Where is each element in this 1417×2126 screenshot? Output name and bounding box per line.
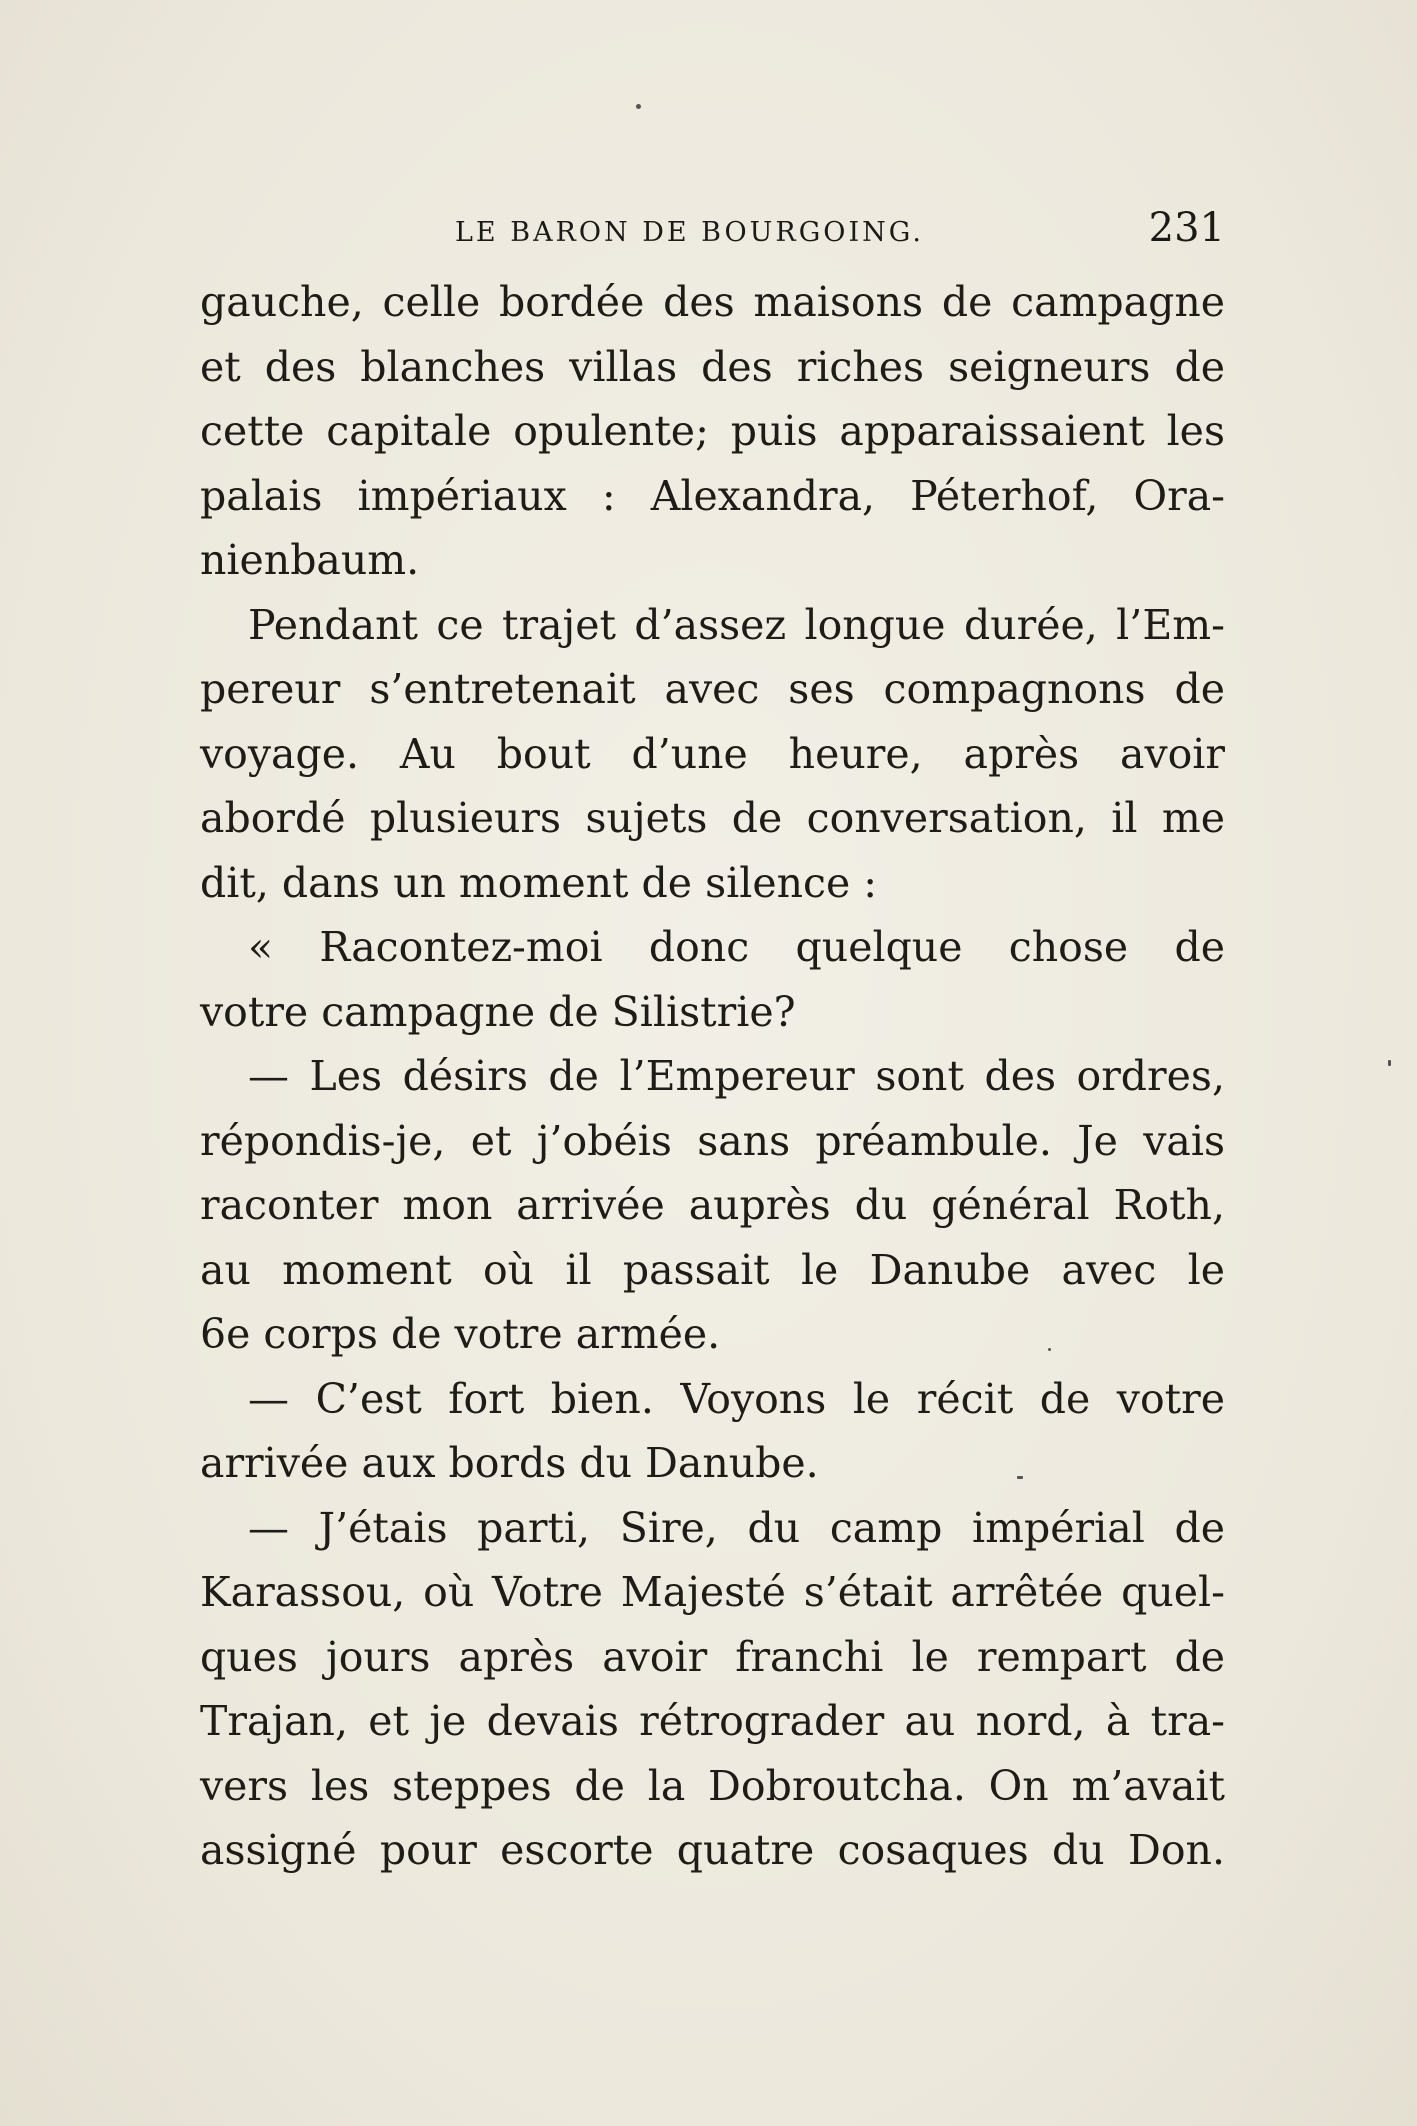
text-line: cette capitale opulente; puis apparaissaient les — [200, 407, 1225, 455]
text-line: Trajan, et je devais rétrograder au nord, à tra- — [200, 1697, 1225, 1745]
text-line: raconter mon arrivée auprès du général Roth, — [200, 1181, 1225, 1229]
text-line: gauche, celle bordée des maisons de campagne — [200, 278, 1225, 326]
text-line: vers les steppes de la Dobroutcha. On m’avait — [200, 1761, 1225, 1810]
text-line: — Les désirs de l’Empereur sont des ordres, — [248, 1052, 1225, 1100]
text-line: assigné pour escorte quatre cosaques du Don. — [200, 1826, 1225, 1874]
text-line: votre campagne de Silistrie? — [200, 987, 796, 1036]
text-line: — C’est fort bien. Voyons le récit de votre — [248, 1374, 1225, 1423]
text-line: pereur s’entretenait avec ses compagnons de — [200, 665, 1225, 713]
text-line: palais impériaux : Alexandra, Péterhof, Ora- — [200, 471, 1225, 520]
text-line: au moment où il passait le Danube avec le — [200, 1245, 1225, 1294]
text-line: Karassou, où Votre Majesté s’était arrêtée quel- — [200, 1568, 1225, 1616]
text-line: nienbaum. — [200, 536, 420, 584]
text-line: abordé plusieurs sujets de conversation, il me — [200, 794, 1225, 842]
running-head — [200, 205, 1225, 255]
paper-speck — [1048, 1348, 1051, 1351]
text-line: Pendant ce trajet d’assez longue durée, l’Em- — [248, 600, 1225, 649]
text-line: 6e corps de votre armée. — [200, 1310, 721, 1358]
body-text — [200, 270, 1225, 1883]
text-line: arrivée aux bords du Danube. — [200, 1439, 819, 1487]
paper-speck — [1017, 1476, 1023, 1479]
text-line: « Racontez-moi donc quelque chose de — [248, 923, 1225, 971]
running-title: LE BARON DE BOURGOING. — [455, 217, 924, 248]
text-line: — J’étais parti, Sire, du camp impérial de — [248, 1503, 1225, 1552]
paper-speck — [1388, 1060, 1391, 1066]
paper-speck — [636, 104, 641, 109]
page-number: 231 — [1148, 205, 1225, 251]
text-line: et des blanches villas des riches seigneurs de — [200, 342, 1225, 391]
text-line: voyage. Au bout d’une heure, après avoir — [200, 729, 1225, 778]
text-line: ques jours après avoir franchi le rempart de — [200, 1632, 1225, 1681]
text-line: dit, dans un moment de silence : — [200, 858, 878, 907]
text-line: répondis-je, et j’obéis sans préambule. Je vais — [200, 1116, 1225, 1165]
